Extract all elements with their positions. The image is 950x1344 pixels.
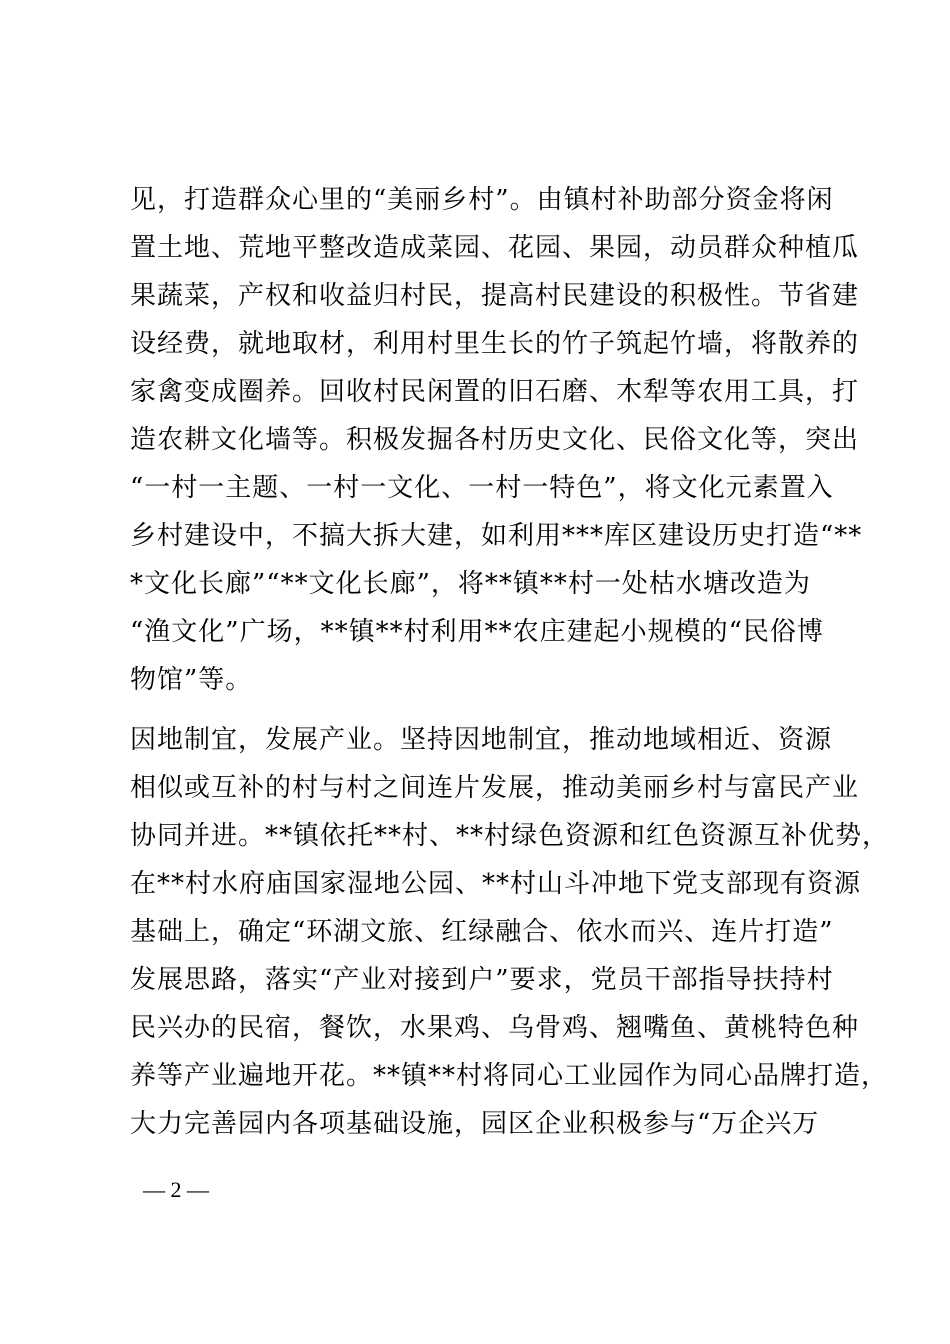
text-line: 物馆”等。 [130, 665, 253, 695]
text-line: 协同并进。**镇依托**村、**村绿色资源和红色资源互补优势， [130, 821, 890, 851]
text-line: “渔文化”广场，**镇**村利用**农庄建起小规模的“民俗博 [130, 617, 824, 647]
text-line: 置土地、荒地平整改造成菜园、花园、果园，动员群众种植瓜 [130, 233, 860, 263]
text-line: 造农耕文化墙等。积极发掘各村历史文化、民俗文化等，突出 [130, 425, 860, 455]
text-line: *文化长廊”“**文化长廊”，将**镇**村一处枯水塘改造为 [130, 569, 811, 599]
text-line: 发展思路，落实“产业对接到户”要求，党员干部指导扶持村 [130, 965, 834, 995]
text-line: “一村一主题、一村一文化、一村一特色”，将文化元素置入 [130, 473, 834, 503]
text-line: 家禽变成圈养。回收村民闲置的旧石磨、木犁等农用工具，打 [130, 377, 860, 407]
text-line: 在**村水府庙国家湿地公园、**村山斗冲地下党支部现有资源 [130, 869, 862, 899]
text-line: 因地制宜，发展产业。坚持因地制宜，推动地域相近、资源 [130, 725, 833, 755]
text-line: 基础上，确定“环湖文旅、红绿融合、依水而兴、连片打造” [130, 917, 834, 947]
text-line: 见，打造群众心里的“美丽乡村”。由镇村补助部分资金将闲 [130, 185, 834, 215]
text-line: 设经费，就地取材，利用村里生长的竹子筑起竹墙，将散养的 [130, 329, 860, 359]
text-line: 大力完善园内各项基础设施，园区企业积极参与“万企兴万 [130, 1109, 820, 1139]
text-line: 相似或互补的村与村之间连片发展，推动美丽乡村与富民产业 [130, 773, 860, 803]
text-line: 乡村建设中，不搞大拆大建，如利用***库区建设历史打造“** [130, 521, 863, 551]
paragraph-industry-development [130, 716, 890, 1148]
paragraph-village-culture [130, 176, 863, 704]
text-line: 果蔬菜，产权和收益归村民，提高村民建设的积极性。节省建 [130, 281, 860, 311]
page-number: — 2 — [143, 1177, 209, 1202]
text-line: 民兴办的民宿，餐饮，水果鸡、乌骨鸡、翘嘴鱼、黄桃特色种 [130, 1013, 860, 1043]
text-line: 养等产业遍地开花。**镇**村将同心工业园作为同心品牌打造， [130, 1061, 889, 1091]
